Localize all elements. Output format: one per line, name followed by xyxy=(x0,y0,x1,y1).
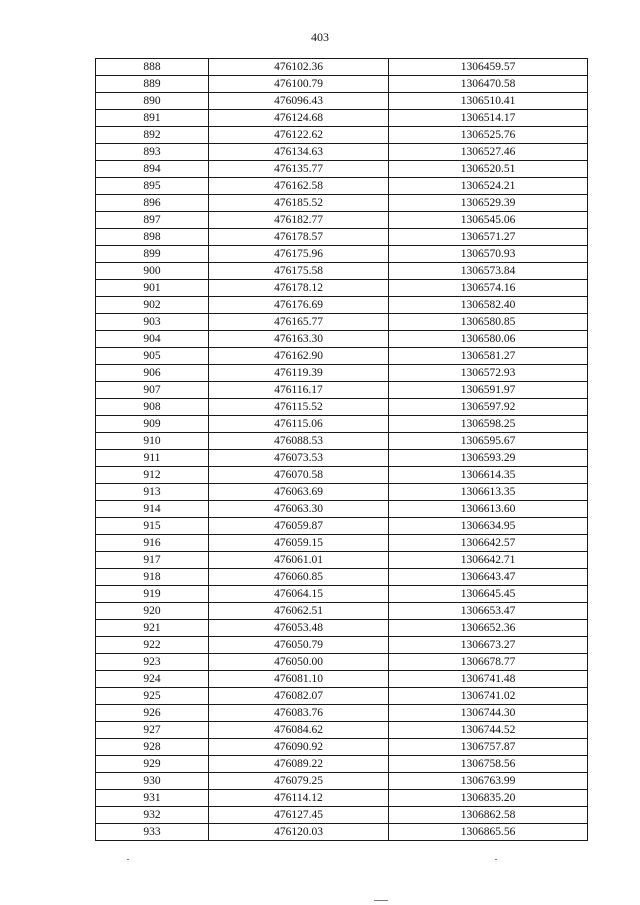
x-coordinate-cell: 476050.79 xyxy=(209,637,389,654)
x-coordinate-cell: 476064.15 xyxy=(209,586,389,603)
table-row xyxy=(96,739,588,756)
table-row xyxy=(96,467,588,484)
table-row xyxy=(96,705,588,722)
point-number-cell: 917 xyxy=(96,552,209,569)
table-row xyxy=(96,399,588,416)
x-coordinate-cell: 476059.15 xyxy=(209,535,389,552)
point-number-cell: 931 xyxy=(96,790,209,807)
table-row xyxy=(96,280,588,297)
x-coordinate-cell: 476082.07 xyxy=(209,688,389,705)
table-row xyxy=(96,450,588,467)
x-coordinate-cell: 476185.52 xyxy=(209,195,389,212)
table-row xyxy=(96,569,588,586)
x-coordinate-cell: 476114.12 xyxy=(209,790,389,807)
table-row xyxy=(96,59,588,76)
y-coordinate-cell: 1306758.56 xyxy=(389,756,588,773)
y-coordinate-cell: 1306645.45 xyxy=(389,586,588,603)
x-coordinate-cell: 476083.76 xyxy=(209,705,389,722)
point-number-cell: 918 xyxy=(96,569,209,586)
x-coordinate-cell: 476090.92 xyxy=(209,739,389,756)
point-number-cell: 892 xyxy=(96,127,209,144)
table-row xyxy=(96,178,588,195)
y-coordinate-cell: 1306514.17 xyxy=(389,110,588,127)
table-row xyxy=(96,824,588,841)
table-row xyxy=(96,586,588,603)
point-number-cell: 897 xyxy=(96,212,209,229)
point-number-cell: 903 xyxy=(96,314,209,331)
y-coordinate-cell: 1306595.67 xyxy=(389,433,588,450)
y-coordinate-cell: 1306613.60 xyxy=(389,501,588,518)
point-number-cell: 921 xyxy=(96,620,209,637)
table-row xyxy=(96,501,588,518)
x-coordinate-cell: 476089.22 xyxy=(209,756,389,773)
point-number-cell: 908 xyxy=(96,399,209,416)
point-number-cell: 909 xyxy=(96,416,209,433)
scan-speck xyxy=(495,859,497,860)
y-coordinate-cell: 1306545.06 xyxy=(389,212,588,229)
table-row xyxy=(96,76,588,93)
point-number-cell: 928 xyxy=(96,739,209,756)
point-number-cell: 890 xyxy=(96,93,209,110)
y-coordinate-cell: 1306673.27 xyxy=(389,637,588,654)
table-row xyxy=(96,773,588,790)
table-row xyxy=(96,382,588,399)
point-number-cell: 925 xyxy=(96,688,209,705)
table-row xyxy=(96,484,588,501)
coordinate-table-body xyxy=(96,59,588,841)
point-number-cell: 888 xyxy=(96,59,209,76)
table-row xyxy=(96,195,588,212)
table-row xyxy=(96,263,588,280)
x-coordinate-cell: 476115.52 xyxy=(209,399,389,416)
y-coordinate-cell: 1306634.95 xyxy=(389,518,588,535)
point-number-cell: 906 xyxy=(96,365,209,382)
page-number: 403 xyxy=(311,30,329,44)
point-number-cell: 923 xyxy=(96,654,209,671)
point-number-cell: 904 xyxy=(96,331,209,348)
table-row xyxy=(96,807,588,824)
x-coordinate-cell: 476135.77 xyxy=(209,161,389,178)
x-coordinate-cell: 476127.45 xyxy=(209,807,389,824)
y-coordinate-cell: 1306598.25 xyxy=(389,416,588,433)
y-coordinate-cell: 1306593.29 xyxy=(389,450,588,467)
y-coordinate-cell: 1306525.76 xyxy=(389,127,588,144)
y-coordinate-cell: 1306527.46 xyxy=(389,144,588,161)
table-row xyxy=(96,433,588,450)
y-coordinate-cell: 1306613.35 xyxy=(389,484,588,501)
x-coordinate-cell: 476165.77 xyxy=(209,314,389,331)
table-row xyxy=(96,603,588,620)
x-coordinate-cell: 476062.51 xyxy=(209,603,389,620)
y-coordinate-cell: 1306572.93 xyxy=(389,365,588,382)
y-coordinate-cell: 1306573.84 xyxy=(389,263,588,280)
x-coordinate-cell: 476060.85 xyxy=(209,569,389,586)
y-coordinate-cell: 1306510.41 xyxy=(389,93,588,110)
point-number-cell: 893 xyxy=(96,144,209,161)
point-number-cell: 933 xyxy=(96,824,209,841)
x-coordinate-cell: 476178.57 xyxy=(209,229,389,246)
x-coordinate-cell: 476162.90 xyxy=(209,348,389,365)
point-number-cell: 929 xyxy=(96,756,209,773)
table-row xyxy=(96,161,588,178)
table-row xyxy=(96,671,588,688)
x-coordinate-cell: 476053.48 xyxy=(209,620,389,637)
x-coordinate-cell: 476134.63 xyxy=(209,144,389,161)
point-number-cell: 924 xyxy=(96,671,209,688)
x-coordinate-cell: 476122.62 xyxy=(209,127,389,144)
point-number-cell: 913 xyxy=(96,484,209,501)
table-row xyxy=(96,212,588,229)
x-coordinate-cell: 476061.01 xyxy=(209,552,389,569)
y-coordinate-cell: 1306529.39 xyxy=(389,195,588,212)
point-number-cell: 927 xyxy=(96,722,209,739)
x-coordinate-cell: 476175.58 xyxy=(209,263,389,280)
x-coordinate-cell: 476059.87 xyxy=(209,518,389,535)
point-number-cell: 922 xyxy=(96,637,209,654)
table-row xyxy=(96,790,588,807)
scan-speck xyxy=(374,900,388,901)
y-coordinate-cell: 1306652.36 xyxy=(389,620,588,637)
y-coordinate-cell: 1306744.30 xyxy=(389,705,588,722)
coordinate-table xyxy=(95,58,588,841)
point-number-cell: 898 xyxy=(96,229,209,246)
point-number-cell: 914 xyxy=(96,501,209,518)
table-row xyxy=(96,518,588,535)
table-row xyxy=(96,331,588,348)
y-coordinate-cell: 1306741.48 xyxy=(389,671,588,688)
y-coordinate-cell: 1306865.56 xyxy=(389,824,588,841)
point-number-cell: 899 xyxy=(96,246,209,263)
point-number-cell: 911 xyxy=(96,450,209,467)
y-coordinate-cell: 1306744.52 xyxy=(389,722,588,739)
table-row xyxy=(96,93,588,110)
x-coordinate-cell: 476084.62 xyxy=(209,722,389,739)
x-coordinate-cell: 476096.43 xyxy=(209,93,389,110)
y-coordinate-cell: 1306570.93 xyxy=(389,246,588,263)
y-coordinate-cell: 1306757.87 xyxy=(389,739,588,756)
y-coordinate-cell: 1306574.16 xyxy=(389,280,588,297)
point-number-cell: 902 xyxy=(96,297,209,314)
x-coordinate-cell: 476115.06 xyxy=(209,416,389,433)
table-row xyxy=(96,365,588,382)
x-coordinate-cell: 476182.77 xyxy=(209,212,389,229)
scan-speck xyxy=(127,859,129,860)
table-row xyxy=(96,297,588,314)
y-coordinate-cell: 1306524.21 xyxy=(389,178,588,195)
y-coordinate-cell: 1306643.47 xyxy=(389,569,588,586)
y-coordinate-cell: 1306653.47 xyxy=(389,603,588,620)
point-number-cell: 926 xyxy=(96,705,209,722)
y-coordinate-cell: 1306582.40 xyxy=(389,297,588,314)
point-number-cell: 930 xyxy=(96,773,209,790)
y-coordinate-cell: 1306741.02 xyxy=(389,688,588,705)
point-number-cell: 907 xyxy=(96,382,209,399)
point-number-cell: 915 xyxy=(96,518,209,535)
x-coordinate-cell: 476081.10 xyxy=(209,671,389,688)
x-coordinate-cell: 476120.03 xyxy=(209,824,389,841)
point-number-cell: 905 xyxy=(96,348,209,365)
point-number-cell: 919 xyxy=(96,586,209,603)
table-row xyxy=(96,654,588,671)
y-coordinate-cell: 1306642.57 xyxy=(389,535,588,552)
x-coordinate-cell: 476063.69 xyxy=(209,484,389,501)
point-number-cell: 916 xyxy=(96,535,209,552)
point-number-cell: 889 xyxy=(96,76,209,93)
x-coordinate-cell: 476100.79 xyxy=(209,76,389,93)
table-row xyxy=(96,314,588,331)
y-coordinate-cell: 1306571.27 xyxy=(389,229,588,246)
x-coordinate-cell: 476162.58 xyxy=(209,178,389,195)
y-coordinate-cell: 1306591.97 xyxy=(389,382,588,399)
y-coordinate-cell: 1306862.58 xyxy=(389,807,588,824)
x-coordinate-cell: 476088.53 xyxy=(209,433,389,450)
x-coordinate-cell: 476175.96 xyxy=(209,246,389,263)
point-number-cell: 920 xyxy=(96,603,209,620)
point-number-cell: 895 xyxy=(96,178,209,195)
y-coordinate-cell: 1306580.85 xyxy=(389,314,588,331)
x-coordinate-cell: 476116.17 xyxy=(209,382,389,399)
y-coordinate-cell: 1306470.58 xyxy=(389,76,588,93)
table-row xyxy=(96,535,588,552)
y-coordinate-cell: 1306597.92 xyxy=(389,399,588,416)
y-coordinate-cell: 1306763.99 xyxy=(389,773,588,790)
x-coordinate-cell: 476124.68 xyxy=(209,110,389,127)
y-coordinate-cell: 1306642.71 xyxy=(389,552,588,569)
x-coordinate-cell: 476178.12 xyxy=(209,280,389,297)
table-row xyxy=(96,416,588,433)
y-coordinate-cell: 1306614.35 xyxy=(389,467,588,484)
table-row xyxy=(96,144,588,161)
x-coordinate-cell: 476102.36 xyxy=(209,59,389,76)
x-coordinate-cell: 476063.30 xyxy=(209,501,389,518)
x-coordinate-cell: 476163.30 xyxy=(209,331,389,348)
x-coordinate-cell: 476119.39 xyxy=(209,365,389,382)
y-coordinate-cell: 1306459.57 xyxy=(389,59,588,76)
table-row xyxy=(96,620,588,637)
y-coordinate-cell: 1306835.20 xyxy=(389,790,588,807)
point-number-cell: 891 xyxy=(96,110,209,127)
table-row xyxy=(96,348,588,365)
point-number-cell: 900 xyxy=(96,263,209,280)
x-coordinate-cell: 476070.58 xyxy=(209,467,389,484)
table-row xyxy=(96,127,588,144)
point-number-cell: 912 xyxy=(96,467,209,484)
table-row xyxy=(96,552,588,569)
x-coordinate-cell: 476176.69 xyxy=(209,297,389,314)
table-row xyxy=(96,722,588,739)
y-coordinate-cell: 1306580.06 xyxy=(389,331,588,348)
table-row xyxy=(96,110,588,127)
y-coordinate-cell: 1306520.51 xyxy=(389,161,588,178)
x-coordinate-cell: 476073.53 xyxy=(209,450,389,467)
point-number-cell: 894 xyxy=(96,161,209,178)
point-number-cell: 910 xyxy=(96,433,209,450)
y-coordinate-cell: 1306581.27 xyxy=(389,348,588,365)
table-row xyxy=(96,756,588,773)
table-row xyxy=(96,688,588,705)
table-row xyxy=(96,637,588,654)
x-coordinate-cell: 476050.00 xyxy=(209,654,389,671)
point-number-cell: 896 xyxy=(96,195,209,212)
point-number-cell: 901 xyxy=(96,280,209,297)
table-row xyxy=(96,229,588,246)
table-row xyxy=(96,246,588,263)
y-coordinate-cell: 1306678.77 xyxy=(389,654,588,671)
x-coordinate-cell: 476079.25 xyxy=(209,773,389,790)
point-number-cell: 932 xyxy=(96,807,209,824)
